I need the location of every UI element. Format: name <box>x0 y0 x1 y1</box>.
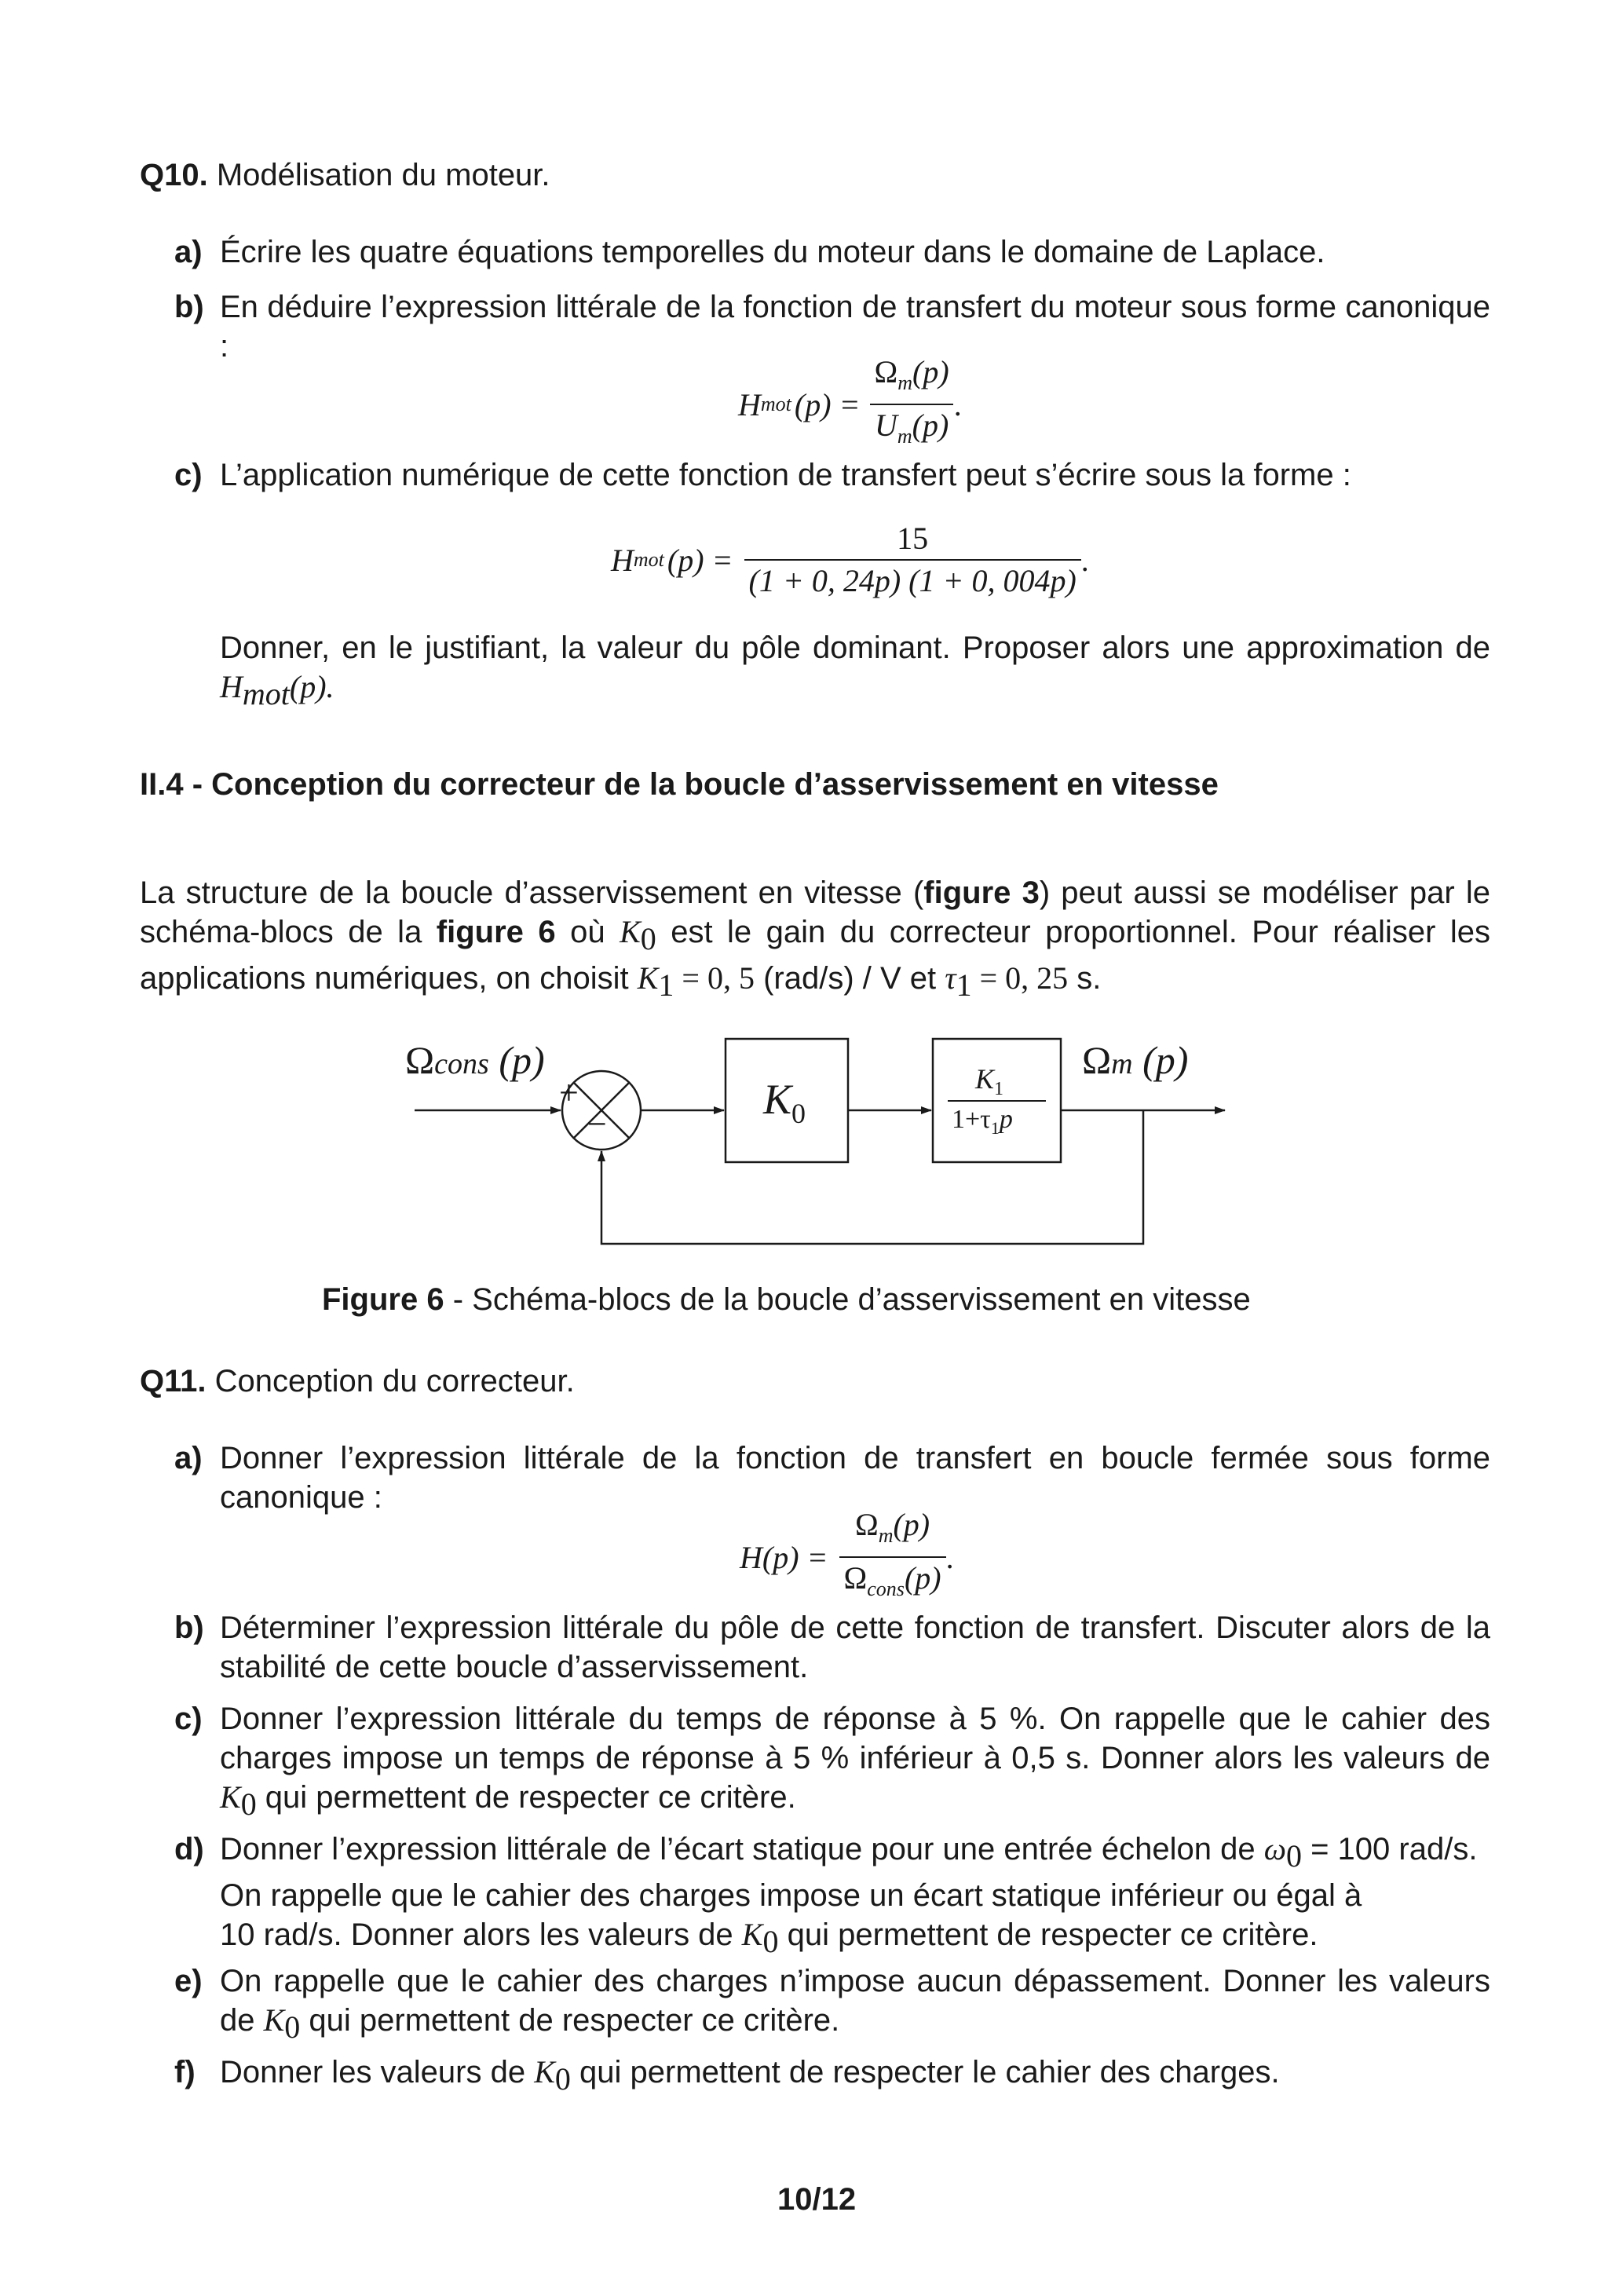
q11-b-label: b) <box>174 1610 204 1645</box>
formula-argument: (p) = <box>794 386 861 422</box>
k0-subscript: 0 <box>791 1097 806 1129</box>
q11-label: Q11. <box>140 1364 207 1398</box>
q11-b-text: Déterminer l’expression littérale du pôle de cette fonction de transfert. Discuter alors de la stabilité de cette boucle d’asservissement. <box>220 1610 1490 1684</box>
tf-denominator <box>952 1102 1013 1146</box>
diagram-output-label <box>1082 1036 1188 1088</box>
formula-symbol: H <box>611 542 634 578</box>
k0-symbol: K <box>620 914 641 949</box>
figure-6-caption <box>322 1280 1251 1319</box>
q10-label: Q10. <box>140 158 208 192</box>
numerator-subscript: m <box>878 1524 894 1547</box>
k0-symbol: K <box>763 1076 792 1123</box>
q11-d-sentence: Donner l’expression littérale de l’écart statique pour une entrée échelon de <box>220 1832 1264 1866</box>
formula-fraction <box>839 1508 946 1607</box>
tau-value: = 0, 25 <box>971 960 1069 996</box>
h-argument: (p). <box>289 669 334 704</box>
formula-subscript: mot <box>633 548 664 571</box>
k0-subscript: 0 <box>554 2061 571 2097</box>
h-subscript: mot <box>242 676 290 711</box>
k0-symbol: K <box>741 1917 763 1952</box>
formula-end: . <box>1080 542 1089 578</box>
numerator-symbol: Ω <box>854 1507 879 1542</box>
q11-f-label: f) <box>174 2055 196 2089</box>
formula-subscript: mot <box>760 393 791 415</box>
denominator-argument: (p) <box>912 408 949 443</box>
q11-f-text <box>220 2053 1490 2099</box>
q11-f-sentence: Donner les valeurs de <box>220 2055 535 2089</box>
intro-text: La structure de la boucle d’asservissement en vitesse ( <box>140 876 924 910</box>
q11-a-label: a) <box>174 1441 203 1475</box>
q11-c-sentence-end: qui permettent de respecter ce critère. <box>256 1780 796 1815</box>
figure-6-ref[interactable]: figure 6 <box>436 915 556 949</box>
q11-c-text <box>220 1699 1490 1824</box>
q11-e-text <box>220 1961 1490 2047</box>
input-subscript: cons <box>434 1047 489 1080</box>
formula-argument: (p) = <box>667 542 733 578</box>
denominator: (1 + 0, 24p) (1 + 0, 004p) <box>744 559 1081 598</box>
omega-symbol: Ω <box>1082 1038 1112 1082</box>
feedback-path <box>601 1110 1143 1244</box>
k0-subscript: 0 <box>284 2009 301 2045</box>
figure-6-caption-text: - Schéma-blocs de la boucle d’asservissement en vitesse <box>444 1282 1251 1317</box>
intro-text: s. <box>1068 961 1102 996</box>
denominator-symbol: Ω <box>843 1560 868 1596</box>
tau-subscript: 1 <box>956 967 972 1003</box>
tau-symbol: τ <box>945 960 956 996</box>
numerator-subscript: m <box>897 371 913 394</box>
q11-d-sentence-end: qui permettent de respecter ce critère. <box>778 1918 1318 1952</box>
q11-d-line-3 <box>220 1915 1490 1961</box>
q10-title: Modélisation du moteur. <box>216 158 550 192</box>
omega0-symbol: ω <box>1263 1831 1286 1866</box>
intro-text: ) peut aussi se modéliser par le schéma-blocs de la <box>140 876 1490 949</box>
q11-d-label: d) <box>174 1832 204 1866</box>
q11-d-value: = 100 rad/s. <box>1301 1832 1478 1866</box>
q11-heading <box>140 1362 575 1401</box>
k1-subscript: 1 <box>994 1079 1004 1100</box>
q10-b-label: b) <box>174 290 204 324</box>
numerator-symbol: Ω <box>874 354 898 389</box>
k1-value: = 0, 5 <box>674 960 755 996</box>
numerator-argument: (p) <box>893 1507 930 1542</box>
q11-d-line-1 <box>220 1830 1490 1876</box>
q11-title: Conception du correcteur. <box>214 1364 575 1398</box>
plus-sign: + <box>559 1073 579 1112</box>
formula-end: . <box>953 386 962 422</box>
tf-numerator <box>975 1062 1003 1106</box>
q11-c-label: c) <box>174 1702 203 1736</box>
denominator-p: p <box>999 1105 1013 1134</box>
q10-c-text: L’application numérique de cette fonction de transfert peut s’écrire sous la forme : <box>220 458 1351 492</box>
k0-symbol: K <box>220 1779 241 1815</box>
q10-a-label: a) <box>174 235 203 269</box>
k1-symbol: K <box>637 960 659 996</box>
tau-subscript: 1 <box>990 1117 1000 1138</box>
k1-symbol: K <box>975 1063 995 1095</box>
denominator-symbol: U <box>874 408 897 443</box>
q11-f-sentence-end: qui permettent de respecter le cahier des charges. <box>570 2055 1280 2089</box>
q11-a-formula <box>740 1508 954 1607</box>
k0-symbol: K <box>534 2054 555 2089</box>
omega0-subscript: 0 <box>1285 1838 1302 1874</box>
q11-d-text <box>220 1830 1490 1961</box>
k0-subscript: 0 <box>240 1786 257 1822</box>
diagram-input-label <box>405 1036 545 1088</box>
formula-symbol: H <box>738 386 761 422</box>
formula-end: . <box>945 1539 954 1575</box>
q11-e-label: e) <box>174 1964 203 1998</box>
q11-a-text: Donner l’expression littérale de la fonction de transfert en boucle fermée sous forme canonique : <box>220 1441 1490 1515</box>
omega-symbol: Ω <box>405 1038 435 1082</box>
k0-subscript: 0 <box>640 921 656 956</box>
k0-block-label <box>763 1076 806 1137</box>
denominator-subscript: m <box>897 425 912 448</box>
numerator: 15 <box>897 521 929 556</box>
figure-6-label: Figure 6 <box>322 1282 444 1317</box>
page-number: 10/12 <box>777 2182 857 2217</box>
q10-a-text: Écrire les quatre équations temporelles du moteur dans le domaine de Laplace. <box>220 235 1325 269</box>
intro-text: est le gain du correcteur proportionnel. Pour réaliser les applications numériques, on choisit <box>140 915 1491 996</box>
output-subscript: m <box>1111 1047 1133 1080</box>
input-argument: (p) <box>499 1038 545 1082</box>
denominator-prefix: 1+τ <box>952 1105 991 1134</box>
q10-b-text: En déduire l’expression littérale de la fonction de transfert du moteur sous forme canonique : <box>220 290 1490 364</box>
k0-subscript: 0 <box>762 1924 779 1959</box>
q11-d-sentence: 10 rad/s. Donner alors les valeurs de <box>220 1918 742 1952</box>
denominator-argument: (p) <box>904 1560 941 1596</box>
k1-subscript: 1 <box>658 967 674 1003</box>
formula-lhs: H(p) = <box>740 1539 828 1575</box>
q11-e-sentence-end: qui permettent de respecter ce critère. <box>300 2003 840 2038</box>
intro-text: (rad/s) / V et <box>754 961 945 996</box>
q11-c-sentence: Donner l’expression littérale du temps de réponse à 5 %. On rappelle que le cahier des charges impose un temps de réponse à 5 % inférieur à 0,5 s. Donner alors les valeurs de <box>220 1702 1490 1775</box>
minus-sign: − <box>587 1105 607 1143</box>
h-symbol: H <box>220 669 243 704</box>
numerator-argument: (p) <box>912 354 949 389</box>
k0-symbol: K <box>263 2002 285 2038</box>
q10-c-sentence: Donner, en le justifiant, la valeur du pôle dominant. Proposer alors une approximation de <box>220 631 1490 665</box>
figure-3-ref[interactable]: figure 3 <box>923 876 1040 910</box>
intro-text: où <box>555 915 620 949</box>
q11-e-sentence: On rappelle que le cahier des charges n’impose aucun dépassement. Donner les valeurs de <box>220 1964 1490 2038</box>
q11-d-line-2: On rappelle que le cahier des charges impose un écart statique inférieur ou égal à <box>220 1878 1362 1913</box>
section-title: II.4 - Conception du correcteur de la boucle d’asservissement en vitesse <box>140 767 1219 802</box>
denominator-subscript: cons <box>867 1578 905 1600</box>
q10-c-label: c) <box>174 458 203 492</box>
output-argument: (p) <box>1142 1038 1189 1082</box>
